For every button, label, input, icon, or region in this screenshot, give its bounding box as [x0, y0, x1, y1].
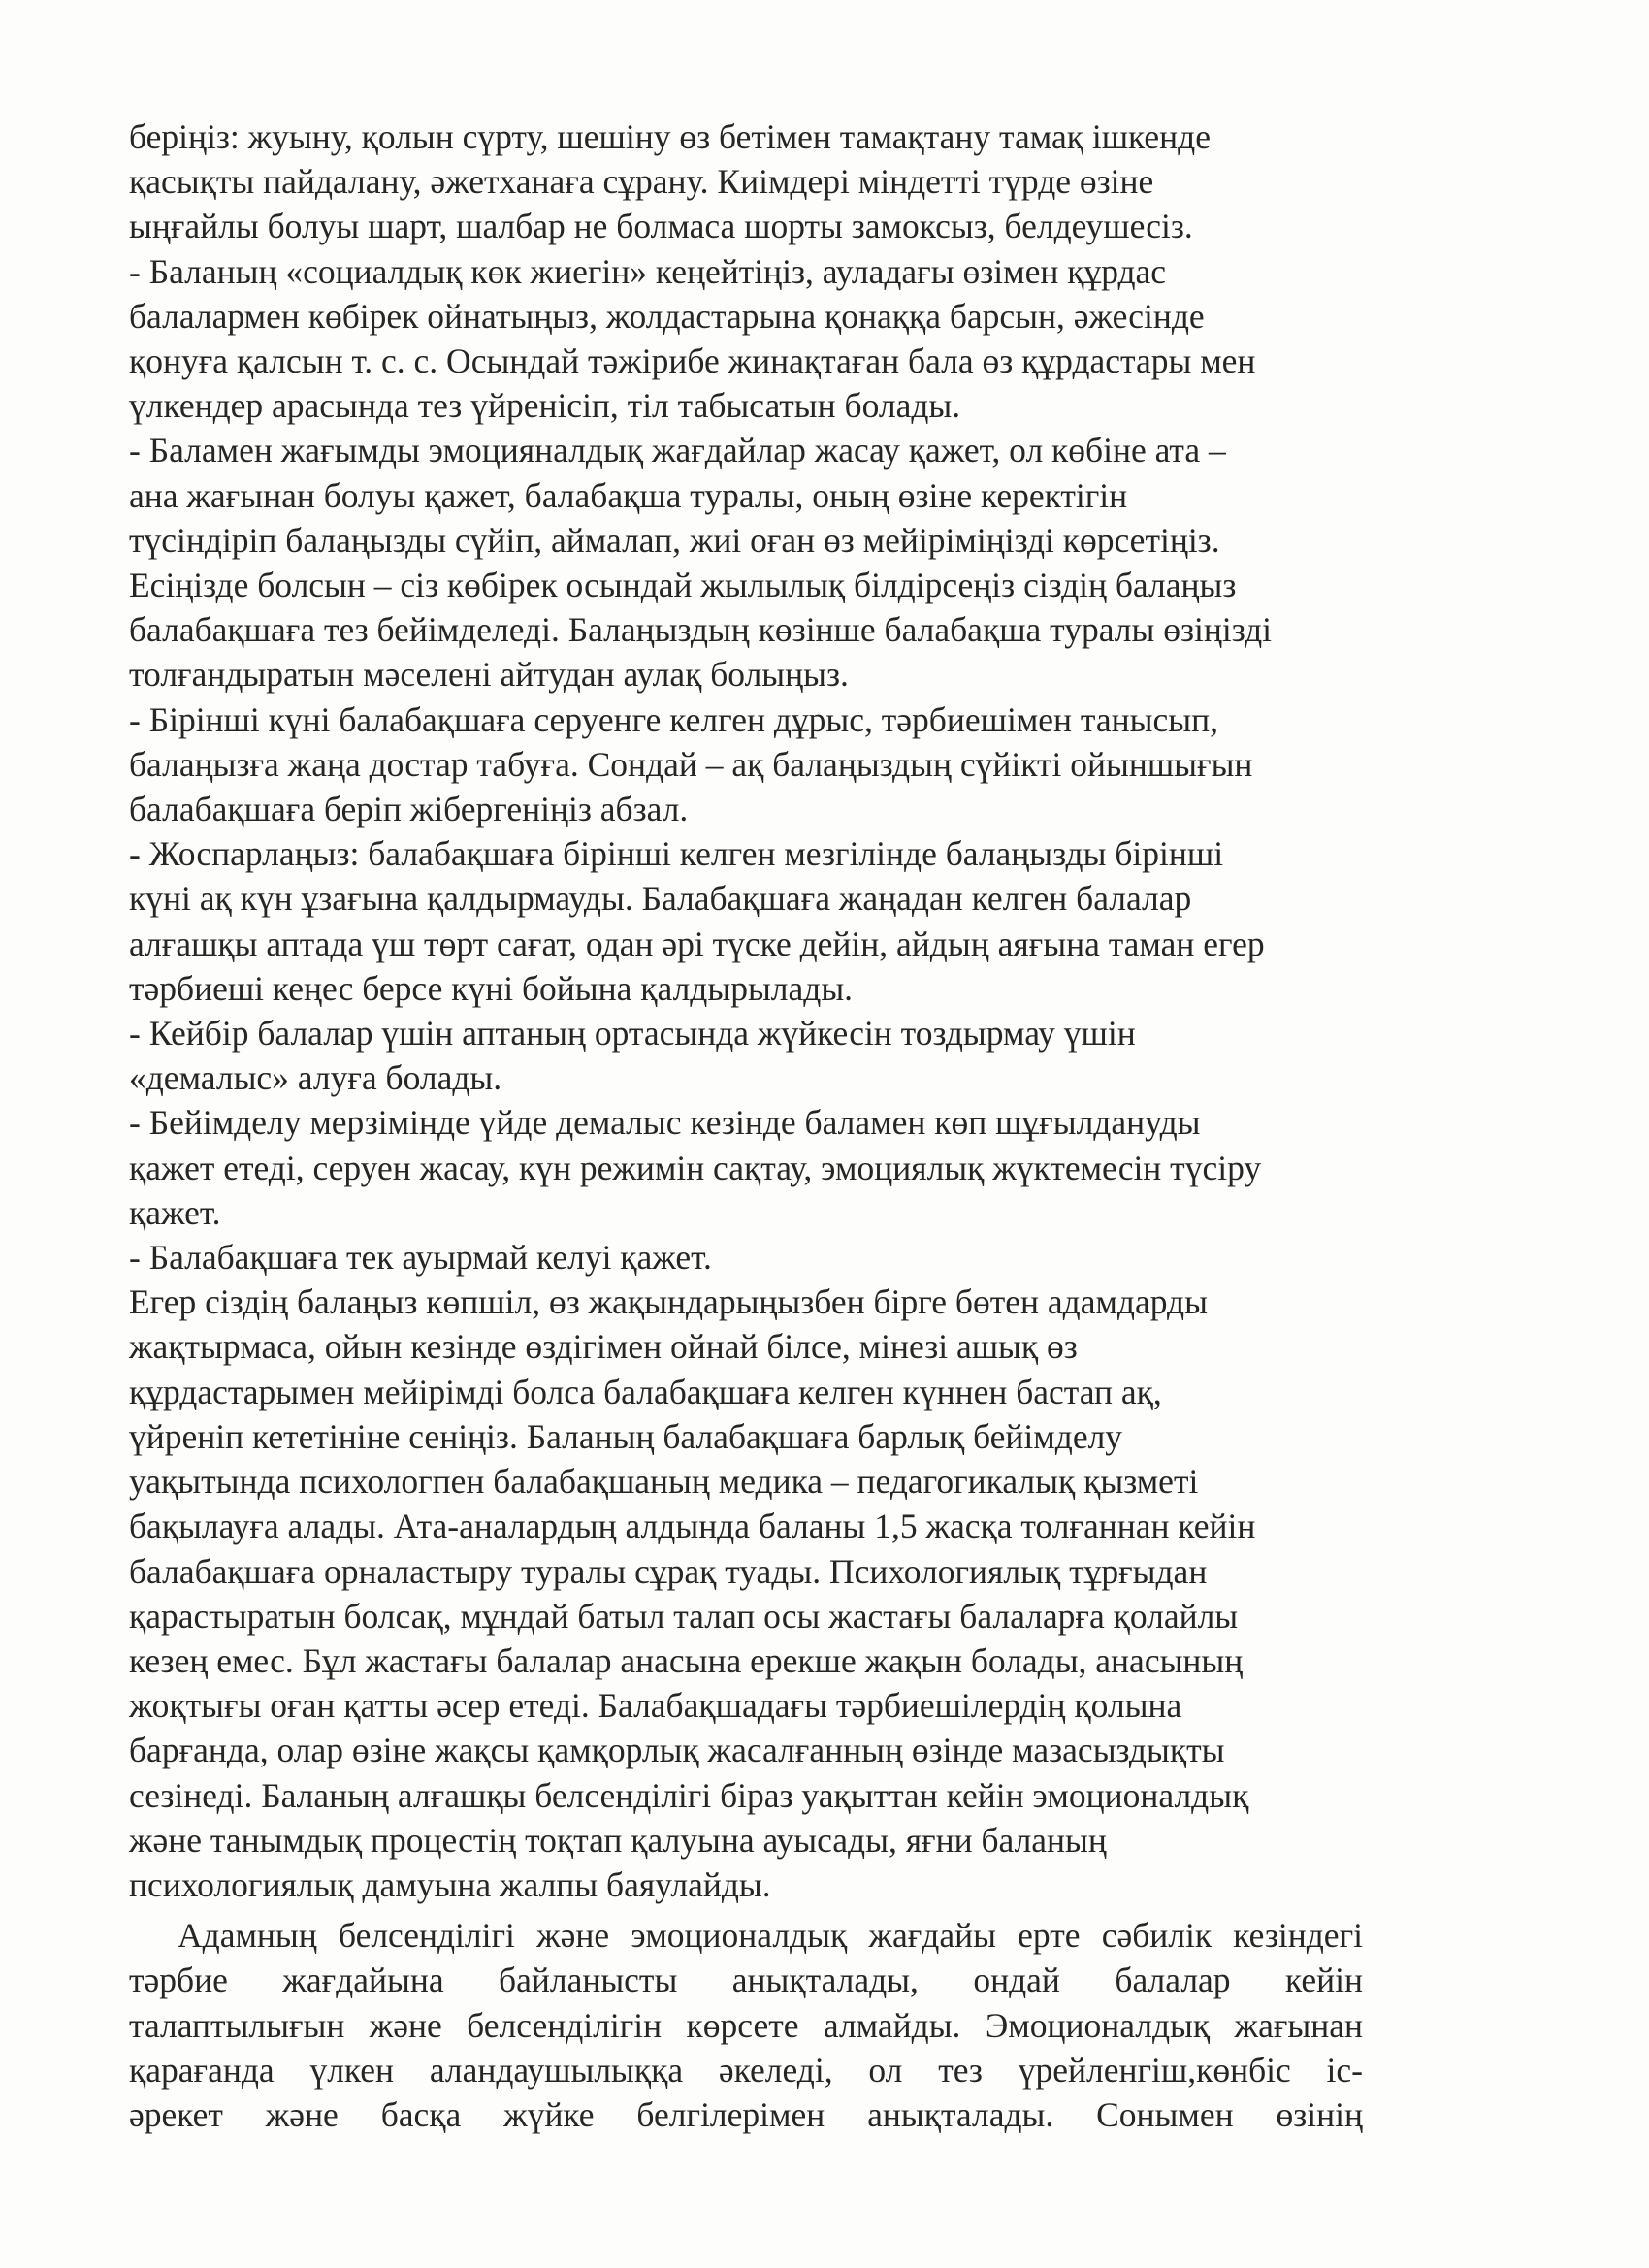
- text-line: ана жағынан болуы қажет, балабақша туралы, оның өзіне керектігін: [129, 475, 1128, 515]
- text-line: психологиялық дамуына жалпы баяулайды.: [129, 1864, 771, 1904]
- text-line: қарастыратын болсақ, мұндай батыл талап осы жастағы балаларға қолайлы: [129, 1596, 1239, 1636]
- text-line: «демалыс» алуға болады.: [129, 1058, 502, 1098]
- text-line: қажет.: [129, 1192, 221, 1232]
- text-line: Егер сіздің балаңыз көпшіл, өз жақындарыңызбен бірге бөтен адамдарды: [129, 1282, 1208, 1322]
- text-line: бақылауға алады. Ата-аналардың алдында баланы 1,5 жасқа толғаннан кейін: [129, 1507, 1256, 1546]
- text-line: уақытында психологпен балабақшаның медика – педагогикалық қызметі: [129, 1462, 1199, 1502]
- document-body: [129, 114, 1363, 2137]
- text-line: үйреніп кететініне сеніңіз. Баланың балабақшаға барлық бейімделу: [129, 1416, 1123, 1456]
- text-line: - Жоспарлаңыз: балабақшаға бірінші келген мезгілінде балаңызды бірінші: [129, 834, 1224, 874]
- text-line: барғанда, олар өзіне жақсы қамқорлық жасалғанның өзінде мазасыздықты: [129, 1731, 1225, 1770]
- text-line: - Бейімделу мерзімінде үйде демалыс кезінде баламен көп шұғылдануды: [129, 1103, 1201, 1143]
- text-line: және танымдық процестің тоқтап қалуына ауысады, яғни баланың: [129, 1820, 1107, 1860]
- text-line: толғандыратын мәселені айтудан аулақ болыңыз.: [129, 655, 849, 695]
- text-line: - Баламен жағымды эмоцияналдық жағдайлар жасау қажет, ол көбіне ата –: [129, 431, 1226, 470]
- text-line: беріңіз: жуыну, қолын сүрту, шешіну өз бетімен тамақтану тамақ ішкенде: [129, 117, 1211, 156]
- text-line: құрдастарымен мейірімді болса балабақшаға келген күннен бастап ақ,: [129, 1372, 1162, 1411]
- text-line: ыңғайлы болуы шарт, шалбар не болмаса шорты замоксыз, белдеушесіз.: [129, 207, 1193, 246]
- text-line: қасықты пайдалану, әжетханаға сұрану. Киімдері міндетті түрде өзіне: [129, 162, 1154, 202]
- text-line: қажет етеді, серуен жасау, күн режимін сақтау, эмоциялық жүктемесін түсіру: [129, 1148, 1262, 1187]
- text-line: алғашқы аптада үш төрт сағат, одан әрі түске дейін, айдың аяғына таман егер: [129, 923, 1265, 963]
- text-line: жақтырмаса, ойын кезінде өздігімен ойнай білсе, мінезі ашық өз: [129, 1327, 1078, 1367]
- text-line: Адамның белсенділігі және эмоционалдық жағдайы ерте сәбилік кезіндегі: [178, 1916, 1363, 1956]
- text-line: Есіңізде болсын – сіз көбірек осындай жылылық білдірсеңіз сіздің балаңыз: [129, 566, 1237, 605]
- text-line: күні ақ күн ұзағына қалдырмауды. Балабақшаға жаңадан келген балалар: [129, 879, 1192, 919]
- text-line: - Бірінші күні балабақшаға серуенге келген дұрыс, тәрбиешімен танысып,: [129, 699, 1218, 739]
- text-line: кезең емес. Бұл жастағы балалар анасына ерекше жақын болады, анасының: [129, 1640, 1244, 1680]
- text-line: қарағанда үлкен аландаушылыққа әкеледі, ол тез үрейленгіш,көнбіс іс-: [129, 2050, 1363, 2090]
- text-line: - Балабақшаға тек ауырмай келуі қажет.: [129, 1238, 712, 1278]
- text-line: талаптылығын және белсенділігін көрсете алмайды. Эмоционалдық жағынан: [129, 2005, 1363, 2045]
- text-line: балалармен көбірек ойнатыңыз, жолдастарына қонаққа барсын, әжесінде: [129, 296, 1205, 336]
- text-line: қонуға қалсын т. с. с. Осындай тәжірибе жинақтаған бала өз құрдастары мен: [129, 341, 1256, 381]
- final-paragraph: [129, 1913, 1363, 2137]
- text-line: тәрбие жағдайына байланысты анықталады, ондай балалар кейін: [129, 1960, 1363, 2000]
- text-line: балабақшаға беріп жібергеніңіз абзал.: [129, 790, 689, 829]
- text-line: сезінеді. Баланың алғашқы белсенділігі біраз уақыттан кейін эмоционалдық: [129, 1775, 1249, 1815]
- text-line: балаңызға жаңа достар табуға. Сондай – ақ балаңыздың сүйікті ойыншығын: [129, 744, 1253, 784]
- text-line: - Баланың «социалдық көк жиегін» кеңейтіңіз, ауладағы өзімен құрдас: [129, 251, 1167, 291]
- text-line: балабақшаға тез бейімделеді. Балаңыздың көзінше балабақша туралы өзіңізді: [129, 610, 1273, 650]
- text-line: жоқтығы оған қатты әсер етеді. Балабақшадағы тәрбиешілердің қолына: [129, 1686, 1182, 1726]
- text-line: үлкендер арасында тез үйреніcіп, тіл табысатын болады.: [129, 386, 961, 426]
- text-line: балабақшаға орналастыру туралы сұрақ туады. Психологиялық тұрғыдан: [129, 1551, 1208, 1591]
- text-line: - Кейбір балалар үшін аптаның ортасында жүйкесін тоздырмау үшін: [129, 1014, 1136, 1053]
- text-line: әрекет және басқа жүйке белгілерімен анықталады. Сонымен өзінің: [129, 2094, 1363, 2134]
- text-line: түсіндіріп балаңызды сүйіп, аймалап, жиі оған өз мейіріміңізді көрсетіңіз.: [129, 520, 1220, 560]
- text-line: тәрбиеші кеңес берсе күні бойына қалдырылады.: [129, 968, 854, 1008]
